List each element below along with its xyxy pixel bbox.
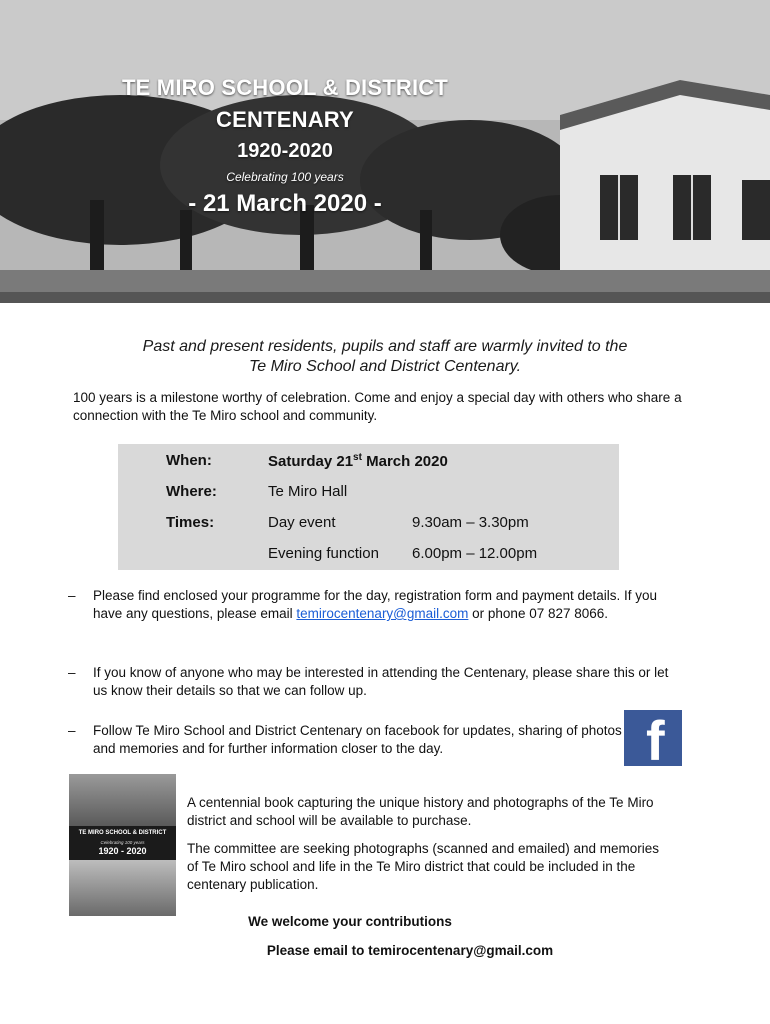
list-item — [68, 587, 668, 643]
when-value — [268, 452, 448, 470]
invitation-text — [60, 337, 710, 377]
where-label: Where: — [166, 483, 217, 500]
where-value: Te Miro Hall — [268, 483, 348, 500]
invitation-line-1: Past and present residents, pupils and staff are warmly invited to the — [142, 338, 628, 355]
facebook-icon[interactable] — [624, 709, 682, 772]
hero-title — [60, 72, 510, 136]
book-cover-subtitle: Celebrating 100 years — [100, 840, 145, 845]
book-cover-title: TE MIRO SCHOOL & DISTRICT — [78, 830, 167, 836]
closing-email-line: Please email to temirocentenary@gmail.com — [266, 943, 554, 958]
welcome-contributions: We welcome your contributions — [248, 914, 452, 929]
when-month: March 2020 — [361, 453, 448, 470]
bullet-text-part: or phone 07 827 8066. — [468, 606, 609, 621]
bullet-dash: – — [68, 723, 76, 738]
book-cover-image — [69, 774, 176, 916]
times-label: Times: — [166, 514, 215, 531]
hero-date: - 21 March 2020 - — [188, 190, 382, 217]
bullet-text-part: Please find enclosed your programme for the day, registration form and payment details. If you have any questions, please email — [93, 588, 658, 621]
invitation-line-2: Te Miro School and District Centenary. — [248, 358, 522, 375]
when-label: When: — [166, 452, 212, 469]
book-paragraph-1: A centennial book capturing the unique history and photographs of the Te Miro district and school will be available to purchase. — [187, 795, 654, 828]
email-link[interactable]: temirocentenary@gmail.com — [296, 606, 469, 621]
book-cover-photo-bottom — [69, 860, 176, 916]
facebook-glyph: f — [646, 709, 665, 772]
title-line-2: CENTENARY — [216, 107, 354, 132]
bullet-text-facebook: Follow Te Miro School and District Centenary on facebook for updates, sharing of photos and memories and for further information closer to the day. — [93, 723, 622, 756]
book-cover-photo-top — [69, 774, 176, 826]
title-line-1: TE MIRO SCHOOL & DISTRICT — [121, 75, 449, 100]
bullet-text-share: If you know of anyone who may be interested in attending the Centenary, please share this or let us know their details so that we can follow up. — [93, 665, 669, 698]
book-cover-years: 1920 - 2020 — [98, 846, 147, 856]
hero-banner — [0, 0, 770, 303]
bullet-dash: – — [68, 588, 76, 603]
evening-event-label: Evening function — [268, 545, 379, 562]
when-suffix: st — [353, 452, 362, 463]
bullet-dash: – — [68, 665, 76, 680]
day-event-label: Day event — [268, 514, 336, 531]
evening-event-time: 6.00pm – 12.00pm — [412, 545, 538, 562]
list-item — [68, 664, 668, 704]
bullet-text-programme — [93, 587, 673, 623]
hero-years: 1920-2020 — [237, 140, 333, 162]
list-item — [68, 722, 628, 762]
hero-subtitle: Celebrating 100 years — [226, 170, 344, 184]
intro-paragraph: 100 years is a milestone worthy of celebration. Come and enjoy a special day with others who share a connection with the Te Miro school and community. — [73, 390, 682, 423]
event-details-box — [118, 444, 619, 570]
when-day: Saturday 21 — [268, 453, 354, 470]
book-paragraph-2: The committee are seeking photographs (scanned and emailed) and memories of Te Miro school and life in the Te Miro district that could be included in the centenary publication. — [187, 841, 660, 892]
day-event-time: 9.30am – 3.30pm — [412, 514, 529, 531]
